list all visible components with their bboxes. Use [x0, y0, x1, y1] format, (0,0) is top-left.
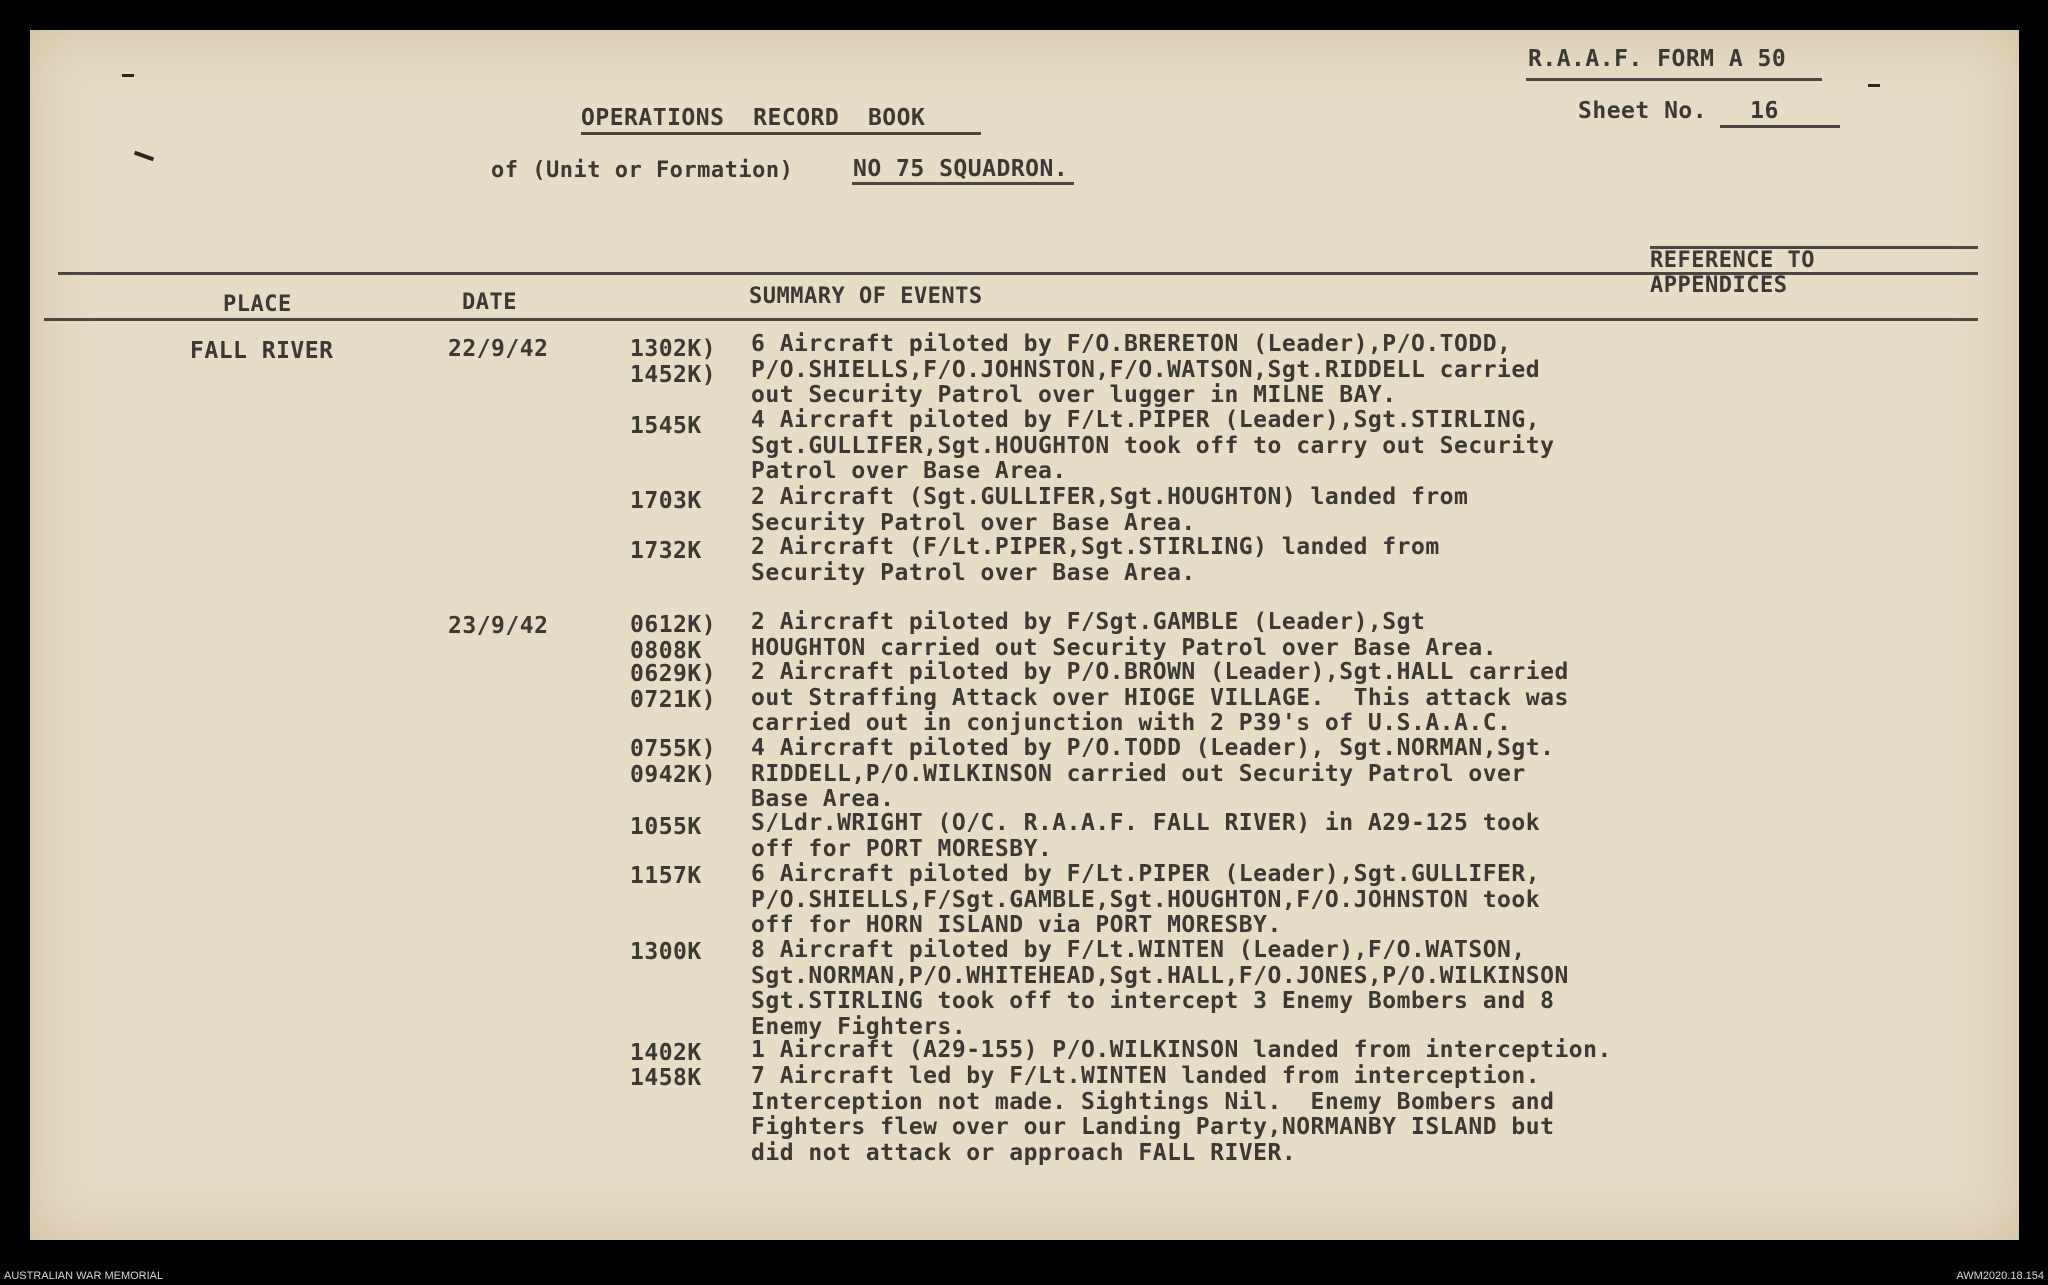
entry-summary: 1 Aircraft (A29-155) P/O.WILKINSON landed from interception.	[751, 1037, 1612, 1063]
entry-summary: 4 Aircraft piloted by P/O.TODD (Leader), Sgt.NORMAN,Sgt. RIDDELL,P/O.WILKINSON carried out Security Patrol over Base Area.	[751, 735, 1555, 812]
form-reference-underline	[1526, 78, 1822, 81]
unit-underline	[852, 182, 1074, 185]
sheet-number	[1578, 98, 1779, 124]
entry-time: 1055K	[630, 814, 702, 840]
entry-summary: 6 Aircraft piloted by F/Lt.PIPER (Leader),Sgt.GULLIFER, P/O.SHIELLS,F/Sgt.GAMBLE,Sgt.HOUGHTON,F/O.JOHNSTON took off for HORN ISLAND via PORT MORESBY.	[751, 861, 1541, 938]
entry-time: 1402K	[630, 1040, 702, 1066]
entry-summary: 7 Aircraft led by F/Lt.WINTEN landed from interception. Interception not made. Sightings Nil. Enemy Bombers and Fighters flew over our Landing Party,NORMANBY ISLAND but did not attack or approach FALL RIVER.	[751, 1063, 1555, 1166]
unit-label: of (Unit or Formation)	[491, 158, 794, 183]
entry-date: 23/9/42	[448, 613, 549, 639]
page-title: OPERATIONS RECORD BOOK	[581, 105, 926, 131]
footer-right: AWM2020.18.154	[1956, 1270, 2044, 1282]
entry-time: 1157K	[630, 863, 702, 889]
header-rule-bottom	[44, 318, 1978, 321]
entry-summary: 8 Aircraft piloted by F/Lt.WINTEN (Leader),F/O.WATSON, Sgt.NORMAN,P/O.WHITEHEAD,Sgt.HALL,F/O.JONES,P/O.WILKINSON Sgt.STIRLING took off to intercept 3 Enemy Bombers and 8 Enemy Fighters.	[751, 937, 1569, 1040]
entry-summary: 4 Aircraft piloted by F/Lt.PIPER (Leader),Sgt.STIRLING, Sgt.GULLIFER,Sgt.HOUGHTON took off to carry out Security Patrol over Base Area.	[751, 407, 1555, 484]
entry-time: 1300K	[630, 939, 702, 965]
entry-time: 1302K) 1452K)	[630, 336, 717, 388]
entry-time: 1458K	[630, 1065, 702, 1091]
column-header-date: DATE	[462, 290, 517, 315]
title-underline	[581, 132, 981, 135]
entry-summary: 2 Aircraft (F/Lt.PIPER,Sgt.STIRLING) landed from Security Patrol over Base Area.	[751, 534, 1440, 586]
sheet-value: 16	[1750, 98, 1779, 124]
footer-left: AUSTRALIAN WAR MEMORIAL	[4, 1270, 164, 1282]
unit-value: NO 75 SQUADRON.	[853, 156, 1069, 182]
entry-summary: 2 Aircraft piloted by F/Sgt.GAMBLE (Leader),Sgt HOUGHTON carried out Security Patrol over Base Area.	[751, 609, 1498, 661]
sheet-label: Sheet No.	[1578, 98, 1708, 124]
entry-summary: 6 Aircraft piloted by F/O.BRERETON (Leader),P/O.TODD, P/O.SHIELLS,F/O.JOHNSTON,F/O.WATSON,Sgt.RIDDELL carried out Security Patrol over lugger in MILNE BAY.	[751, 331, 1541, 408]
column-header-summary: SUMMARY OF EVENTS	[749, 284, 983, 309]
entry-date: 22/9/42	[448, 336, 549, 362]
entry-time: 0629K) 0721K)	[630, 661, 717, 713]
column-header-place: PLACE	[223, 292, 292, 317]
entry-time: 1732K	[630, 538, 702, 564]
pin-mark	[122, 74, 134, 77]
pin-mark	[134, 151, 154, 162]
entry-time: 0755K) 0942K)	[630, 736, 717, 788]
entry-place: FALL RIVER	[190, 338, 334, 364]
entry-summary: 2 Aircraft piloted by P/O.BROWN (Leader),Sgt.HALL carried out Straffing Attack over HIOGE VILLAGE. This attack was carried out in conjunction with 2 P39's of U.S.A.A.C.	[751, 659, 1569, 736]
record-sheet	[30, 30, 2019, 1240]
form-reference: R.A.A.F. FORM A 50	[1528, 46, 1787, 72]
entry-time: 0612K) 0808K	[630, 612, 717, 664]
entry-summary: S/Ldr.WRIGHT (O/C. R.A.A.F. FALL RIVER) in A29-125 took off for PORT MORESBY.	[751, 810, 1541, 862]
entry-time: 1545K	[630, 413, 702, 439]
pin-mark	[1868, 84, 1880, 87]
column-header-reference: REFERENCE TO APPENDICES	[1650, 248, 1815, 298]
entry-time: 1703K	[630, 488, 702, 514]
entry-summary: 2 Aircraft (Sgt.GULLIFER,Sgt.HOUGHTON) landed from Security Patrol over Base Area.	[751, 484, 1469, 536]
sheet-underline	[1720, 125, 1840, 128]
